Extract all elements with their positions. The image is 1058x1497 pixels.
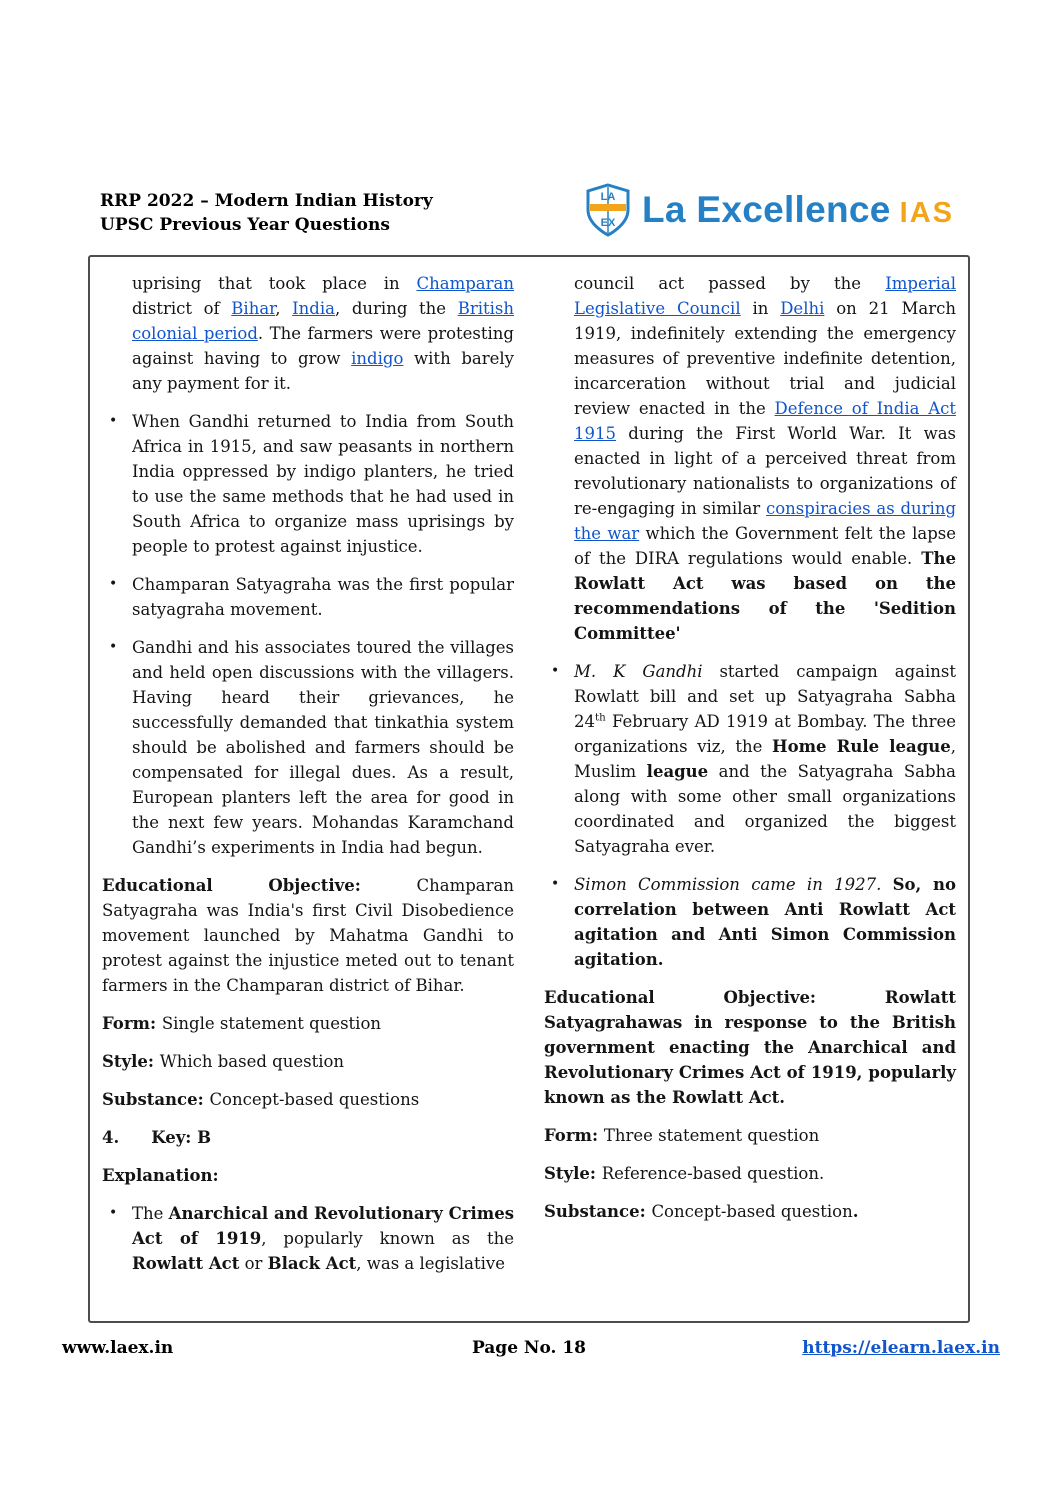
bullet-text (132, 409, 514, 559)
left-column (102, 271, 514, 1289)
two-column-layout (102, 271, 956, 1289)
bullet-item (102, 572, 514, 622)
text-run: So, no correlation between Anti Rowlatt Act agitation and Anti Simon Commission agitation. (574, 875, 957, 969)
text-run: , popularly known as the (261, 1229, 514, 1248)
paragraph (102, 271, 514, 396)
text-run: Champaran Satyagraha was the first popular satyagraha movement. (132, 575, 514, 619)
text-run: Single statement question (161, 1014, 382, 1033)
text-run: Educational Objective: (102, 876, 417, 895)
brand-logo (584, 182, 954, 238)
bullet-icon: • (109, 413, 118, 429)
title-line-2: UPSC Previous Year Questions (100, 214, 390, 235)
text-run: Style: (102, 1052, 160, 1071)
bullet-text (132, 572, 514, 622)
text-run: and the Satyagraha Sabha along with some other small organizations coordinated and organized the biggest Satyagraha ever. (574, 762, 956, 856)
text-run: Concept-based questions (209, 1090, 420, 1109)
footer-website: www.laex.in (62, 1338, 174, 1358)
laex-shield-icon (584, 182, 632, 238)
bullet-item (102, 409, 514, 559)
bullet-text (132, 635, 514, 860)
bullet-text (574, 872, 956, 972)
paragraph (544, 1161, 956, 1186)
paragraph (102, 1049, 514, 1074)
text-run: Gandhi and his associates toured the villages and held open discussions with the villagers. Having heard their grievances, he successfully demanded that tinkathia system should be abolished and farmers should be compensated for illegal dues. As a result, European planters left the area for good in the next few years. Mohandas Karamchand Gandhi’s experiments in India had begun. (132, 638, 514, 857)
text-run: Concept-based question (651, 1202, 853, 1221)
brand-name: La Excellence (641, 189, 891, 230)
svg-text:EX: EX (600, 217, 616, 229)
document-title (100, 190, 433, 238)
paragraph (102, 1163, 514, 1188)
text-run: Which based question (159, 1052, 345, 1071)
text-run: Simon Commission came in 1927. (574, 875, 882, 894)
text-run: or (239, 1254, 268, 1273)
text-run: , (275, 299, 293, 318)
bullet-item (102, 1201, 514, 1276)
paragraph (102, 1011, 514, 1036)
text-run: Form: (544, 1126, 604, 1145)
text-link[interactable]: Champaran (416, 274, 514, 293)
bullet-item (544, 872, 956, 972)
text-run: Anarchical and Revolutionary Crimes Act of 1919 (132, 1204, 514, 1248)
text-run: started campaign against Rowlatt bill and set up Satyagraha Sabha 24 (574, 662, 956, 731)
text-link[interactable]: India (292, 299, 335, 318)
paragraph (544, 1199, 956, 1224)
paragraph (102, 1125, 514, 1150)
right-column (544, 271, 956, 1289)
text-run: with barely any payment for it. (132, 349, 514, 393)
text-run: 4. (102, 1128, 120, 1147)
text-run: Style: (544, 1164, 602, 1183)
text-run: council act passed by the (574, 274, 886, 293)
text-run (881, 875, 892, 894)
paragraph (102, 1087, 514, 1112)
footer-page-number: Page No. 18 (471, 1338, 587, 1358)
footer-elearn-link[interactable]: https://elearn.laex.in (802, 1338, 1000, 1358)
text-run: , was a legislative (356, 1254, 505, 1273)
text-link[interactable]: Imperial Legislative Council (574, 274, 956, 318)
text-run: league (646, 762, 709, 781)
text-run: district of (132, 299, 232, 318)
text-run: . The farmers were protesting against having to grow (132, 324, 514, 368)
text-run: Form: (102, 1014, 162, 1033)
text-run: The Rowlatt Act was based on the recommendations of the 'Sedition Committee' (574, 549, 956, 643)
text-link[interactable]: Defence of India Act 1915 (574, 399, 956, 443)
text-run: , Muslim (574, 737, 956, 781)
text-run: Educational Objective: (544, 988, 885, 1007)
text-link[interactable]: conspiracies as during the war (574, 499, 957, 543)
brand-suffix: IAS (899, 196, 954, 229)
text-link[interactable]: Delhi (780, 299, 825, 318)
paragraph (544, 1123, 956, 1148)
text-run: Substance: (102, 1090, 210, 1109)
text-run: , during the (334, 299, 458, 318)
bullet-text (574, 659, 956, 859)
text-run: Key: B (151, 1128, 212, 1147)
content-border-box (88, 255, 970, 1323)
text-run: When Gandhi returned to India from South Africa in 1915, and saw peasants in northern India oppressed by indigo planters, he tried to use the same methods that he had used in South Africa to organize mass uprisings by people to protest against injustice. (132, 412, 514, 556)
paragraph (544, 985, 956, 1110)
text-link[interactable]: British colonial period (132, 299, 514, 343)
text-run: Black Act (267, 1254, 357, 1273)
text-run: The (132, 1204, 169, 1223)
svg-text:LA: LA (600, 191, 616, 203)
text-run: Three statement question (603, 1126, 820, 1145)
text-run: Rowlatt Satyagrahawas in response to the British government enacting the Anarchical and Revolutionary Crimes Act of 1919, popularly known as the Rowlatt Act. (544, 988, 956, 1107)
text-run: which the Government felt the lapse of the DIRA regulations would enable. (574, 524, 956, 568)
bullet-text (132, 1201, 514, 1276)
text-run: . (852, 1202, 859, 1221)
text-run: during the First World War. It was enacted in light of a perceived threat from revolutionary nationalists to organizations of re-engaging in similar (574, 424, 956, 518)
text-run: Explanation: (102, 1166, 219, 1185)
bullet-item (544, 659, 956, 859)
title-line-1: RRP 2022 – Modern Indian History (100, 191, 433, 211)
text-link[interactable]: Bihar (231, 299, 276, 318)
bullet-icon: • (109, 576, 118, 592)
bullet-icon: • (551, 663, 560, 679)
text-run: in (740, 299, 781, 318)
text-run: th (595, 712, 606, 724)
text-run: Rowlatt Act (132, 1254, 240, 1273)
text-link[interactable]: indigo (351, 349, 404, 368)
text-run: February AD 1919 at Bombay. The three organizations viz, the (574, 712, 956, 756)
text-run: M. K Gandhi (574, 662, 703, 681)
bullet-icon: • (551, 876, 560, 892)
paragraph (102, 873, 514, 998)
paragraph (544, 271, 956, 646)
text-run: uprising that took place in (132, 274, 417, 293)
bullet-icon: • (109, 639, 118, 655)
text-run: Champaran Satyagraha was India's first Civil Disobedience movement launched by Mahatma Gandhi to protest against the injustice meted out to tenant farmers in the Champaran district of Bihar. (102, 876, 514, 995)
bullet-icon: • (109, 1205, 118, 1221)
text-run: Substance: (544, 1202, 652, 1221)
text-run: Reference-based question. (601, 1164, 825, 1183)
text-run: on 21 March 1919, indefinitely extending the emergency measures of preventive indefinite detention, incarceration without trial and judicial review enacted in the (574, 299, 956, 418)
bullet-item (102, 635, 514, 860)
text-run: Home Rule league (772, 737, 951, 756)
